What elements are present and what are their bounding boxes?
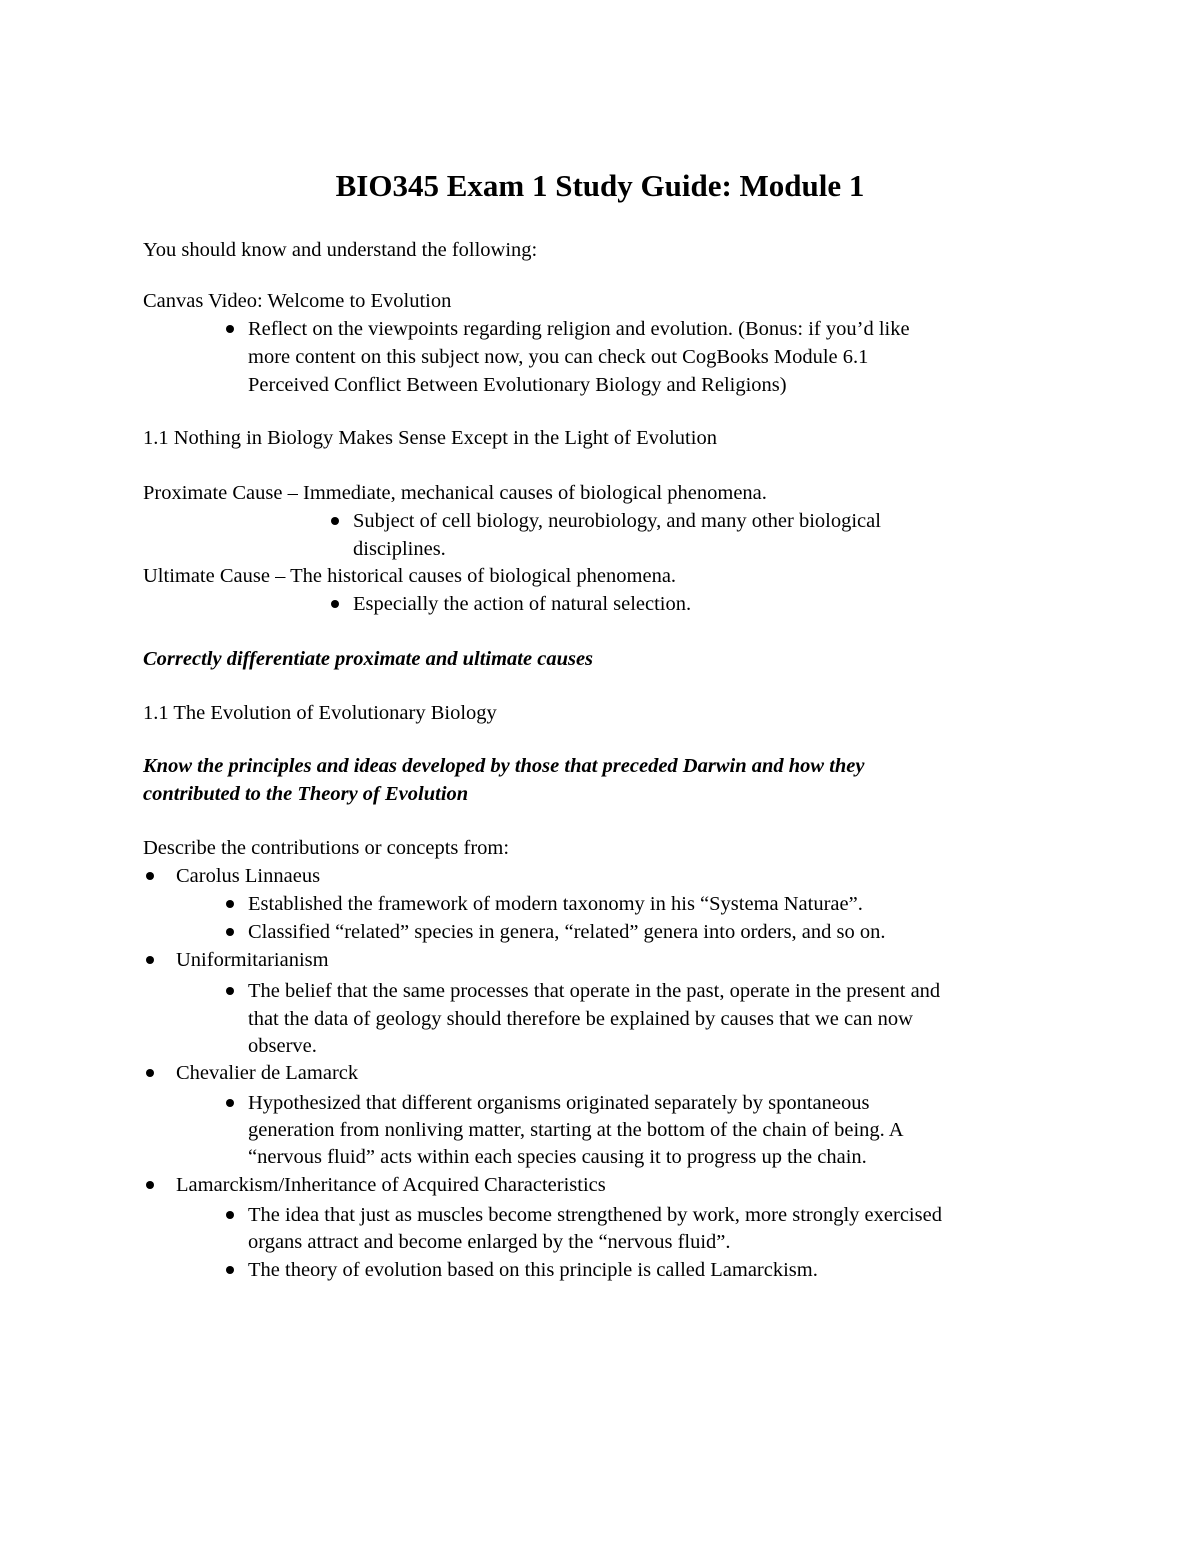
topic-subitem-line: The idea that just as muscles become strengthened by work, more strongly exercised (248, 1204, 942, 1226)
bullet-icon (226, 1099, 234, 1107)
proximate-cause-line: Proximate Cause – Immediate, mechanical causes of biological phenomena. (143, 482, 767, 504)
topic-subitem-line: The belief that the same processes that operate in the past, operate in the present and (248, 980, 941, 1002)
bullet-icon (146, 1181, 154, 1189)
topic-subitem-line: “nervous fluid” acts within each species causing it to progress up the chain. (248, 1146, 867, 1168)
describe-heading: Describe the contributions or concepts from: (143, 837, 510, 859)
bullet-icon (226, 928, 234, 936)
topic-subitem-line: that the data of geology should therefore be explained by causes that we can now (248, 1008, 913, 1030)
bullet-icon (146, 1069, 154, 1077)
topic-subitem-line: Classified “related” species in genera, “related” genera into orders, and so on. (248, 921, 886, 943)
section-heading-1: 1.1 Nothing in Biology Makes Sense Except in the Light of Evolution (143, 427, 717, 449)
section-heading-2: 1.1 The Evolution of Evolutionary Biology (143, 702, 497, 724)
topic-subitem-line: The theory of evolution based on this principle is called Lamarckism. (248, 1259, 818, 1281)
canvas-heading: Canvas Video: Welcome to Evolution (143, 290, 452, 312)
bullet-icon (226, 987, 234, 995)
emphasis-principles: Know the principles and ideas developed by those that preceded Darwin and how they (143, 755, 865, 777)
ultimate-cause-line: Ultimate Cause – The historical causes of biological phenomena. (143, 565, 677, 587)
proximate-bullet-line: Subject of cell biology, neurobiology, and many other biological (353, 510, 881, 532)
proximate-bullet-line: disciplines. (353, 538, 446, 560)
topic-label: Uniformitarianism (176, 949, 329, 971)
bullet-icon (226, 900, 234, 908)
bullet-icon (146, 956, 154, 964)
emphasis-differentiate: Correctly differentiate proximate and ultimate causes (143, 648, 594, 670)
page-title: BIO345 Exam 1 Study Guide: Module 1 (335, 168, 865, 203)
bullet-icon (226, 325, 234, 333)
topic-subitem-line: observe. (248, 1035, 317, 1057)
bullet-icon (226, 1211, 234, 1219)
canvas-bullet-line: Perceived Conflict Between Evolutionary Biology and Religions) (248, 374, 787, 396)
topic-subitem-line: Hypothesized that different organisms originated separately by spontaneous (248, 1092, 870, 1114)
bullet-icon (146, 872, 154, 880)
topic-subitem-line: generation from nonliving matter, starting at the bottom of the chain of being. A (248, 1119, 904, 1141)
intro-text: You should know and understand the following: (143, 239, 538, 261)
bullet-icon (226, 1266, 234, 1274)
emphasis-principles: contributed to the Theory of Evolution (143, 783, 469, 805)
bullet-icon (331, 517, 339, 525)
topic-subitem-line: Established the framework of modern taxonomy in his “Systema Naturae”. (248, 893, 863, 915)
bullet-icon (331, 600, 339, 608)
topic-label: Lamarckism/Inheritance of Acquired Characteristics (176, 1174, 606, 1196)
topic-label: Carolus Linnaeus (176, 865, 321, 887)
canvas-bullet-line: more content on this subject now, you can check out CogBooks Module 6.1 (248, 346, 869, 368)
canvas-bullet-line: Reflect on the viewpoints regarding religion and evolution. (Bonus: if you’d like (248, 318, 910, 340)
ultimate-bullet-line: Especially the action of natural selection. (353, 593, 692, 615)
topic-subitem-line: organs attract and become enlarged by the “nervous fluid”. (248, 1231, 731, 1253)
topic-label: Chevalier de Lamarck (176, 1062, 359, 1084)
